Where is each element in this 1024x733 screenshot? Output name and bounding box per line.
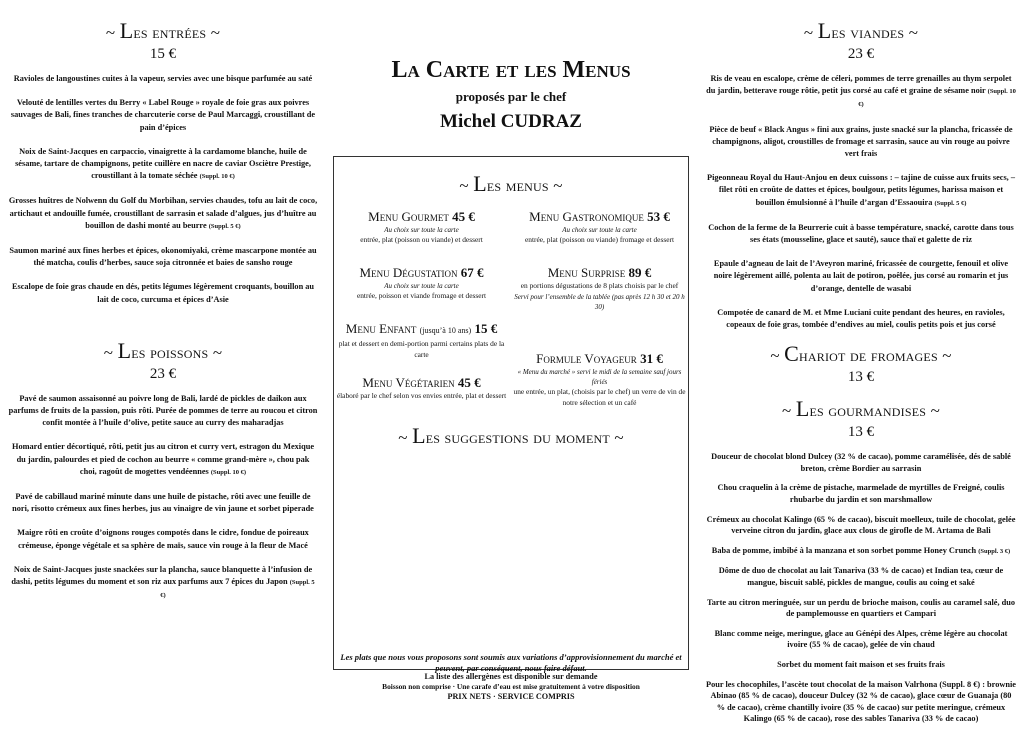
- dish-item: [706, 222, 1016, 246]
- poissons-price: 23 €: [149, 365, 177, 382]
- dish-text: Compotée de canard de M. et Mme Luciani cuite pendant des heures, en ravioles, copeaux de foie gras, tombée d’endives au miel, coulis petits pois et jus corsé: [717, 307, 1005, 330]
- dish-text: Ravioles de langoustines cuites à la vapeur, servies avec une bisque parfumée au saté: [13, 74, 313, 83]
- menu-name: Menu Végétarien: [362, 375, 455, 390]
- dish-item: [8, 491, 318, 515]
- supplement-note: (Suppl. 10 €): [210, 468, 247, 476]
- dish-item: [8, 245, 318, 269]
- dish-text: Pour les chocophiles, l’ascète tout chocolat de la maison Valrhona (Suppl. 8 €) : brownie Abinao (85 % de cacao), douceur Dulcey (32 % de cacao), glace cœur de Guanaja (80 % de cacao), crème chantilly ivoire (35 % de cacao) sur petite meringue, crémeux Kalingo (65 % de cacao), rose des sables Tanariva (33 % de cacao): [706, 679, 1016, 724]
- poissons-section: [8, 337, 318, 603]
- dish-text: Noix de Saint-Jacques en carpaccio, vinaigrette à la cardamome blanche, huile de sésame, tartare de champignons, petite cuillère en nacre de caviar Osciètre Prestige, croustillant à la tomate séchée: [15, 146, 311, 181]
- menu-name: Menu Gastronomique: [529, 209, 644, 224]
- menu-price: 15 €: [474, 321, 498, 336]
- dish-item: [706, 172, 1016, 210]
- dish-item: [8, 564, 318, 603]
- menu-card: [512, 209, 687, 246]
- menu-desc: plat et dessert en demi-portion parmi certains plats de la carte: [338, 339, 505, 359]
- menu-price: 45 €: [457, 375, 481, 390]
- supplement-note: (Suppl. 10 €): [199, 173, 235, 181]
- menu-note: Au choix sur toute la carte: [384, 282, 459, 290]
- menu-desc: entrée, plat (poisson ou viande) fromage et dessert: [525, 235, 674, 244]
- dish-text: Blanc comme neige, meringue, glace au Génépi des Alpes, crème légère au chocolat ivoire (55 % de cacao), gelée de vin chaud: [714, 628, 1008, 650]
- dish-text: Pigeonneau Royal du Haut-Anjou en deux cuissons : – tajine de cuisse aux fruits secs, – filet rôti en croûte de dattes et épices, boulgour, petits légumes, harissa maison et bouillon émulsionné à l’huile d’argan d’Essaouira: [707, 173, 1015, 207]
- dish-item: [8, 97, 318, 134]
- menu-name: Formule Voyageur: [536, 351, 637, 366]
- menu-note: « Menu du marché » servi le midi de la semaine sauf jours fériés: [517, 368, 682, 386]
- menu-name: Menu Surprise: [547, 265, 626, 280]
- supplement-note: (Suppl. 5 €): [208, 222, 241, 230]
- dish-item: [8, 527, 318, 551]
- dish-text: Sorbet du moment fait maison et ses fruits frais: [777, 659, 945, 669]
- viandes-list: [706, 73, 1016, 331]
- menu-card: [334, 265, 509, 302]
- fromages-section: [706, 343, 1016, 386]
- supplement-note: (Suppl. 5 €): [934, 199, 967, 207]
- viandes-title: ~ Les viandes ~: [803, 18, 919, 43]
- chef-name: Michel CUDRAZ: [440, 111, 582, 132]
- dish-text: Pavé de cabillaud mariné minute dans une huile de pistache, rôti avec une feuille de nori, risotto crémeux aux fines herbes, jus au vinaigre de vin jaune et sorbet piperade: [12, 492, 314, 514]
- dish-text: Escalope de foie gras chaude en dés, petits légumes légèrement croquants, bouillon au lait de coco, curcuma et épices d’Asie: [11, 282, 315, 304]
- dish-item: [706, 258, 1016, 295]
- dish-item: [706, 124, 1016, 161]
- supplement-note: (Suppl. 10 €): [858, 88, 1016, 109]
- dish-text: Douceur de chocolat blond Dulcey (32 % de cacao), pomme caramélisée, dés de sablé breton, crème Bordier au sarrasin: [711, 452, 1011, 473]
- prices-note: PRIX NETS · SERVICE COMPRIS: [447, 692, 575, 701]
- dish-text: Crémeux au chocolat Kalingo (65 % de cacao), biscuit moelleux, tuile de chocolat, gelée verveine citron du jardin, glace aux clous de girofle de M. Artama de Bali: [706, 514, 1016, 536]
- gourmandises-title: ~ Les gourmandises ~: [782, 396, 940, 422]
- dish-item: [706, 628, 1016, 651]
- menus-title: ~ Les menus ~: [459, 171, 563, 196]
- page-subtitle: proposés par le chef: [455, 89, 567, 104]
- dish-text: Velouté de lentilles vertes du Berry « Label Rouge » royale de foie gras aux poivres sauvages de Bali, fines tranches de charcuterie corse de Paul Marcaggi, croustillant de pain d’épices: [10, 98, 316, 132]
- dish-text: Noix de Saint-Jacques juste snackées sur la plancha, sauce blanquette à l’infusion de dashi, petits légumes du moment et son riz aux parfums aux 7 épices du Japon: [11, 564, 313, 587]
- bottom-notes: [330, 672, 692, 702]
- dish-text: Ris de veau en escalope, crème de céleri, pommes de terre grenailles au thym serpolet du jardin, betterave rouge rôtie, petit jus corsé au café et graine de sésame noir: [706, 74, 1012, 96]
- menu-price: 53 €: [647, 209, 670, 224]
- dish-text: Cochon de la ferme de la Beurrerie cuit à basse température, snacké, carotte dans tous ses états (mousseline, glace et sauté), sauce thaï et galette de riz: [708, 222, 1014, 245]
- dish-text: Dôme de duo de chocolat au lait Tanariva (33 % de cacao) et Indian tea, cœur de mangue, biscuit sablé, pickles de mangue, coulis au coing et saké: [718, 566, 1004, 587]
- supplement-note: (Suppl. 3 €): [978, 547, 1011, 555]
- dish-text: Tarte au citron meringuée, sur un perdu de brioche maison, coulis au caramel salé, duo de pamplemousse en quartiers et Campari: [707, 597, 1015, 619]
- menu-note: Servi pour l’ensemble de la tablée (pas après 12 h 30 et 20 h 30): [514, 292, 685, 311]
- page-title: La Carte et les Menus: [391, 57, 631, 83]
- dish-item: [706, 451, 1016, 474]
- availability-footnote: Les plats que nous vous proposons sont soumis aux variations d’approvisionnement du marché et peuvent, par conséquent, nous faire défaut.: [340, 651, 682, 673]
- dish-item: [8, 146, 318, 184]
- dish-text: Baba de pomme, imbibé à la manzana et son sorbet pomme Honey Crunch: [711, 545, 977, 555]
- entrees-section: [8, 20, 318, 306]
- gourmandises-list: [706, 451, 1016, 725]
- dish-item: [706, 73, 1016, 112]
- left-column: [8, 0, 318, 614]
- fromages-price: 13 €: [847, 369, 875, 386]
- allergens-note: La liste des allergènes est disponible sur demande: [424, 672, 598, 681]
- dish-item: [706, 514, 1016, 537]
- dish-item: [706, 565, 1016, 588]
- fromages-title: ~ Chariot de fromages ~: [770, 341, 952, 367]
- dish-item: [706, 679, 1016, 725]
- menu-price: 89 €: [628, 265, 652, 280]
- entrees-price: 15 €: [149, 46, 177, 62]
- menu-card: [512, 351, 687, 408]
- dish-text: Maigre rôti en croûte d’oignons rouges compotés dans le cidre, fondue de poireaux crémeuse, éponge végétale et sa sphère de maïs, sauce vin rouge à la fleur de Macé: [17, 528, 309, 550]
- menu-card: [334, 375, 509, 402]
- menu-price: 31 €: [640, 351, 663, 366]
- menu-desc: entrée, poisson et viande fromage et dessert: [356, 291, 487, 300]
- dish-text: Pavé de saumon assaisonné au poivre long de Bali, lardé de pickles de daikon aux parfums de fruits de la passion, puis rôti. Purée de pommes de terre au roucou et citron confit montée à l’huile d’olive, petite sauce au curry des maharadjas: [8, 393, 318, 428]
- right-column: [706, 0, 1016, 733]
- dish-item: [8, 441, 318, 479]
- header-block: [330, 55, 692, 133]
- viandes-section: [706, 20, 1016, 331]
- dish-item: [8, 393, 318, 430]
- dish-item: [706, 659, 1016, 671]
- dish-item: [706, 482, 1016, 505]
- entrees-list: [8, 73, 318, 306]
- gourmandises-section: [706, 398, 1016, 725]
- drinks-note: Boisson non comprise · Une carafe d’eau est mise gratuitement à votre disposition: [382, 682, 640, 691]
- menu-age-note: (jusqu’à 10 ans): [419, 326, 472, 335]
- gourmandises-price: 13 €: [847, 424, 875, 441]
- suggestions-title: ~ Les suggestions du moment ~: [398, 423, 624, 448]
- dish-item: [8, 281, 318, 305]
- dish-text: Saumon mariné aux fines herbes et épices, okonomiyaki, crème mascarpone montée au thé matcha, coulis d’herbes, sauce soja citronnée et baies de sansho rouge: [9, 246, 317, 268]
- dish-item: [706, 307, 1016, 331]
- poissons-title: ~ Les poissons ~: [103, 337, 223, 363]
- menu-card: [334, 321, 509, 360]
- menu-card: [334, 209, 509, 246]
- menu-price: 45 €: [452, 209, 475, 224]
- menu-note: Au choix sur toute la carte: [562, 226, 637, 234]
- menu-name: Menu Enfant: [345, 321, 417, 336]
- viandes-price: 23 €: [847, 46, 875, 62]
- poissons-list: [8, 393, 318, 603]
- menu-card: [512, 265, 687, 312]
- dish-text: Chou craquelin à la crème de pistache, marmelade de myrtilles de Freigné, coulis rhubarbe du jardin et son marshmallow: [717, 483, 1005, 505]
- dish-text: Epaule d’agneau de lait de l’Aveyron mariné, fricassée de courgette, fenouil et olive noire légèrement aillé, polenta au lait de potiron, poêlée, jus corsé au romarin et jus d’orange, dentelle de wasabi: [713, 259, 1009, 293]
- menu-note: Au choix sur toute la carte: [384, 226, 459, 234]
- dish-item: [8, 73, 318, 85]
- supplement-note: (Suppl. 5 €): [160, 579, 315, 600]
- dish-text: Grosses huîtres de Nolwenn du Golf du Morbihan, servies chaudes, tofu au lait de coco, artichaut et andouille fumée, croustillant de sarrasin et salade d’algues, jus d’huître au bouillon de dashi monté au beurre: [8, 196, 318, 230]
- dish-text: Homard entier décortiqué, rôti, petit jus au citron et curry vert, estragon du Mexique du jardin, palourdes et pied de cochon au beurre « comme grand-mère », chou pak choi, ragoût de mogettes vendéennes: [11, 442, 314, 476]
- menu-desc: élaboré par le chef selon vos envies entrée, plat et dessert: [336, 391, 507, 400]
- menu-desc: en portions dégustations de 8 plats choisis par le chef: [520, 281, 679, 290]
- menu-name: Menu Dégustation: [359, 265, 458, 280]
- dish-item: [706, 597, 1016, 620]
- menu-desc: une entrée, un plat, (choisis par le chef) un verre de vin de notre sélection et un café: [513, 387, 686, 407]
- center-column: [330, 0, 692, 701]
- dish-text: Pièce de beuf « Black Angus » fini aux grains, juste snacké sur la plancha, fricassée de champignons, aligot, croustilles de fromage et sarrasin, sauce au vin rouge au poivre vert frais: [709, 124, 1013, 159]
- menu-name: Menu Gourmet: [368, 209, 449, 224]
- menus-box: [333, 156, 689, 673]
- entrees-title: ~ Les entrées ~: [105, 18, 221, 43]
- dish-item: [8, 195, 318, 233]
- menu-desc: entrée, plat (poisson ou viande) et dessert: [360, 235, 483, 244]
- dish-item: [706, 545, 1016, 558]
- menu-price: 67 €: [460, 265, 484, 280]
